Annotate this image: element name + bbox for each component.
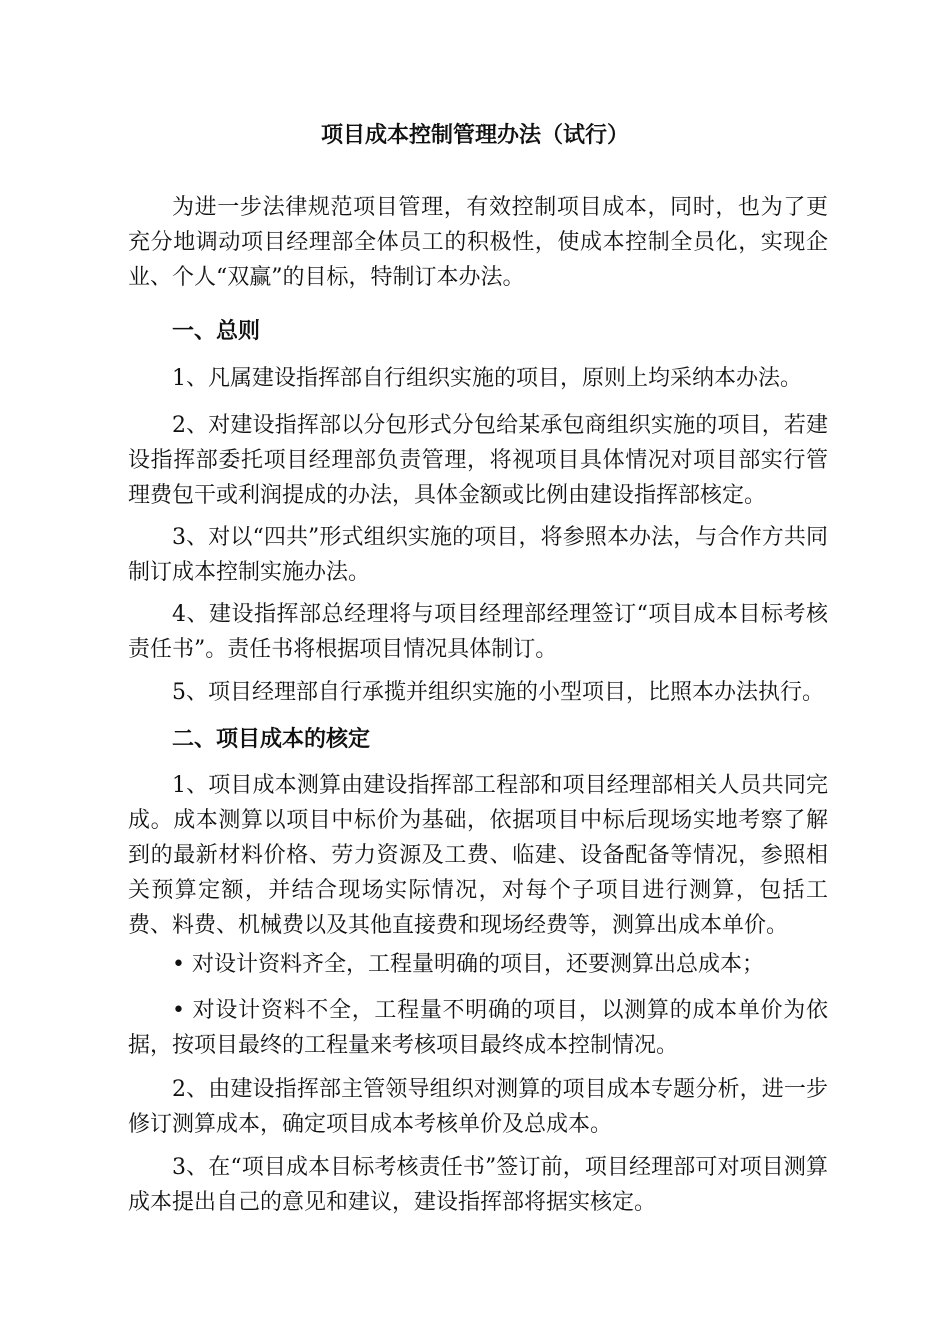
cost-item-2: 2、由建设指挥部主管领导组织对测算的项目成本专题分析，进一步修订测算成本，确定项目成本考核单价及总成本。	[128, 1077, 828, 1137]
cost-bullet-2: • 对设计资料不全，工程量不明确的项目，以测算的成本单价为依据，按项目最终的工程量来考核项目最终成本控制情况。	[128, 998, 828, 1058]
section-heading-cost: 二、项目成本的核定	[172, 727, 371, 752]
intro-paragraph: 为进一步法律规范项目管理，有效控制项目成本，同时，也为了更充分地调动项目经理部全体员工的积极性，使成本控制全员化，实现企业、个人“双赢”的目标，特制订本办法。	[128, 195, 828, 290]
general-item-2: 2、对建设指挥部以分包形式分包给某承包商组织实施的项目，若建设指挥部委托项目经理部负责管理，将视项目具体情况对项目部实行管理费包干或利润提成的办法，具体金额或比例由建设指挥部核定。	[128, 413, 828, 508]
cost-bullet-1: • 对设计资料齐全，工程量明确的项目，还要测算出总成本；	[172, 952, 764, 977]
document-title: 项目成本控制管理办法（试行）	[320, 123, 629, 148]
section-heading-general: 一、总则	[172, 319, 261, 344]
cost-item-3: 3、在“项目成本目标考核责任书”签订前，项目经理部可对项目测算成本提出自己的意见和建议，建设指挥部将据实核定。	[128, 1155, 828, 1215]
general-item-4: 4、建设指挥部总经理将与项目经理部经理签订“项目成本目标考核责任书”。责任书将根据项目情况具体制订。	[128, 602, 828, 662]
general-item-3: 3、对以“四共”形式组织实施的项目，将参照本办法，与合作方共同制订成本控制实施办法。	[128, 525, 828, 585]
general-item-5: 5、项目经理部自行承揽并组织实施的小型项目，比照本办法执行。	[172, 680, 824, 705]
general-item-1: 1、凡属建设指挥部自行组织实施的项目，原则上均采纳本办法。	[172, 366, 802, 391]
cost-item-1: 1、项目成本测算由建设指挥部工程部和项目经理部相关人员共同完成。成本测算以项目中标价为基础，依据项目中标后现场实地考察了解到的最新材料价格、劳力资源及工费、临建、设备配备等情况，参照相关预算定额，并结合现场实际情况，对每个子项目进行测算，包括工费、料费、机械费以及其他直接费和现场经费等，测算出成本单价。	[128, 773, 828, 938]
